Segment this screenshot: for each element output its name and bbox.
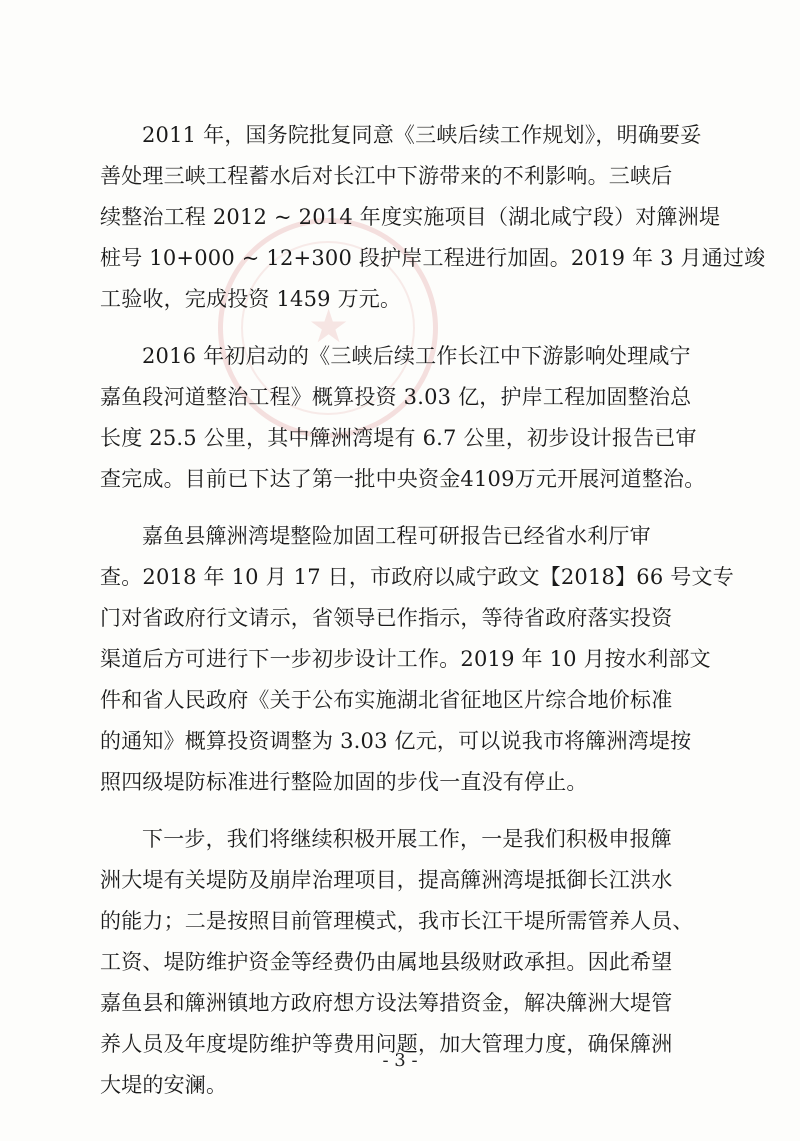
text-line: 大堤的安澜。	[100, 1073, 228, 1097]
text-line: 养人员及年度堤防维护等费用问题，加大管理力度，确保簰洲	[100, 1032, 673, 1056]
text-line: 嘉鱼段河道整治工程》概算投资 3.03 亿，护岸工程加固整治总	[100, 385, 692, 409]
paragraph-2	[100, 336, 722, 500]
text-line: 件和省人民政府《关于公布实施湖北省征地区片综合地价标准	[100, 688, 673, 712]
text-line: 的能力；二是按照目前管理模式，我市长江干堤所需管养人员、	[100, 909, 694, 933]
text-line: 照四级堤防标准进行整险加固的步伐一直没有停止。	[100, 770, 588, 794]
text-line: 长度 25.5 公里，其中簰洲湾堤有 6.7 公里，初步设计报告已审	[100, 426, 697, 450]
text-line: 的通知》概算投资调整为 3.03 亿元，可以说我市将簰洲湾堤按	[100, 729, 692, 753]
text-line: 桩号 10+000 ~ 12+300 段护岸工程进行加固。2019 年 3 月通过竣	[100, 246, 766, 270]
text-line: 续整治工程 2012 ~ 2014 年度实施项目（湖北咸宁段）对簰洲堤	[100, 205, 721, 229]
text-line: 洲大堤有关堤防及崩岸治理项目，提高簰洲湾堤抵御长江洪水	[100, 868, 673, 892]
paragraph-1	[100, 115, 766, 320]
text-line: 嘉鱼县簰洲湾堤整险加固工程可研报告已经省水利厅审	[142, 524, 651, 548]
page-number: - 3 -	[382, 1050, 418, 1071]
text-line: 查完成。目前已下达了第一批中央资金4109万元开展河道整治。	[100, 467, 706, 491]
text-line: 工资、堤防维护资金等经费仍由属地县级财政承担。因此希望	[100, 950, 673, 974]
text-line: 嘉鱼县和簰洲镇地方政府想方设法筹措资金，解决簰洲大堤管	[100, 991, 673, 1015]
text-line: 工验收，完成投资 1459 万元。	[100, 287, 402, 311]
text-line: 查。2018 年 10 月 17 日，市政府以咸宁政文【2018】66 号文专	[100, 565, 734, 589]
paragraph-3	[100, 516, 734, 803]
text-line: 善处理三峡工程蓄水后对长江中下游带来的不利影响。三峡后	[100, 164, 673, 188]
text-line: 2011 年，国务院批复同意《三峡后续工作规划》，明确要妥	[142, 123, 702, 147]
document-body	[100, 115, 766, 1122]
text-line: 2016 年初启动的《三峡后续工作长江中下游影响处理咸宁	[142, 344, 691, 368]
text-line: 门对省政府行文请示，省领导已作指示，等待省政府落实投资	[100, 606, 673, 630]
text-line: 下一步，我们将继续积极开展工作，一是我们积极申报簰	[142, 827, 672, 851]
text-line: 渠道后方可进行下一步初步设计工作。2019 年 10 月按水利部文	[100, 647, 711, 671]
seal-star-icon: ★	[308, 299, 350, 353]
